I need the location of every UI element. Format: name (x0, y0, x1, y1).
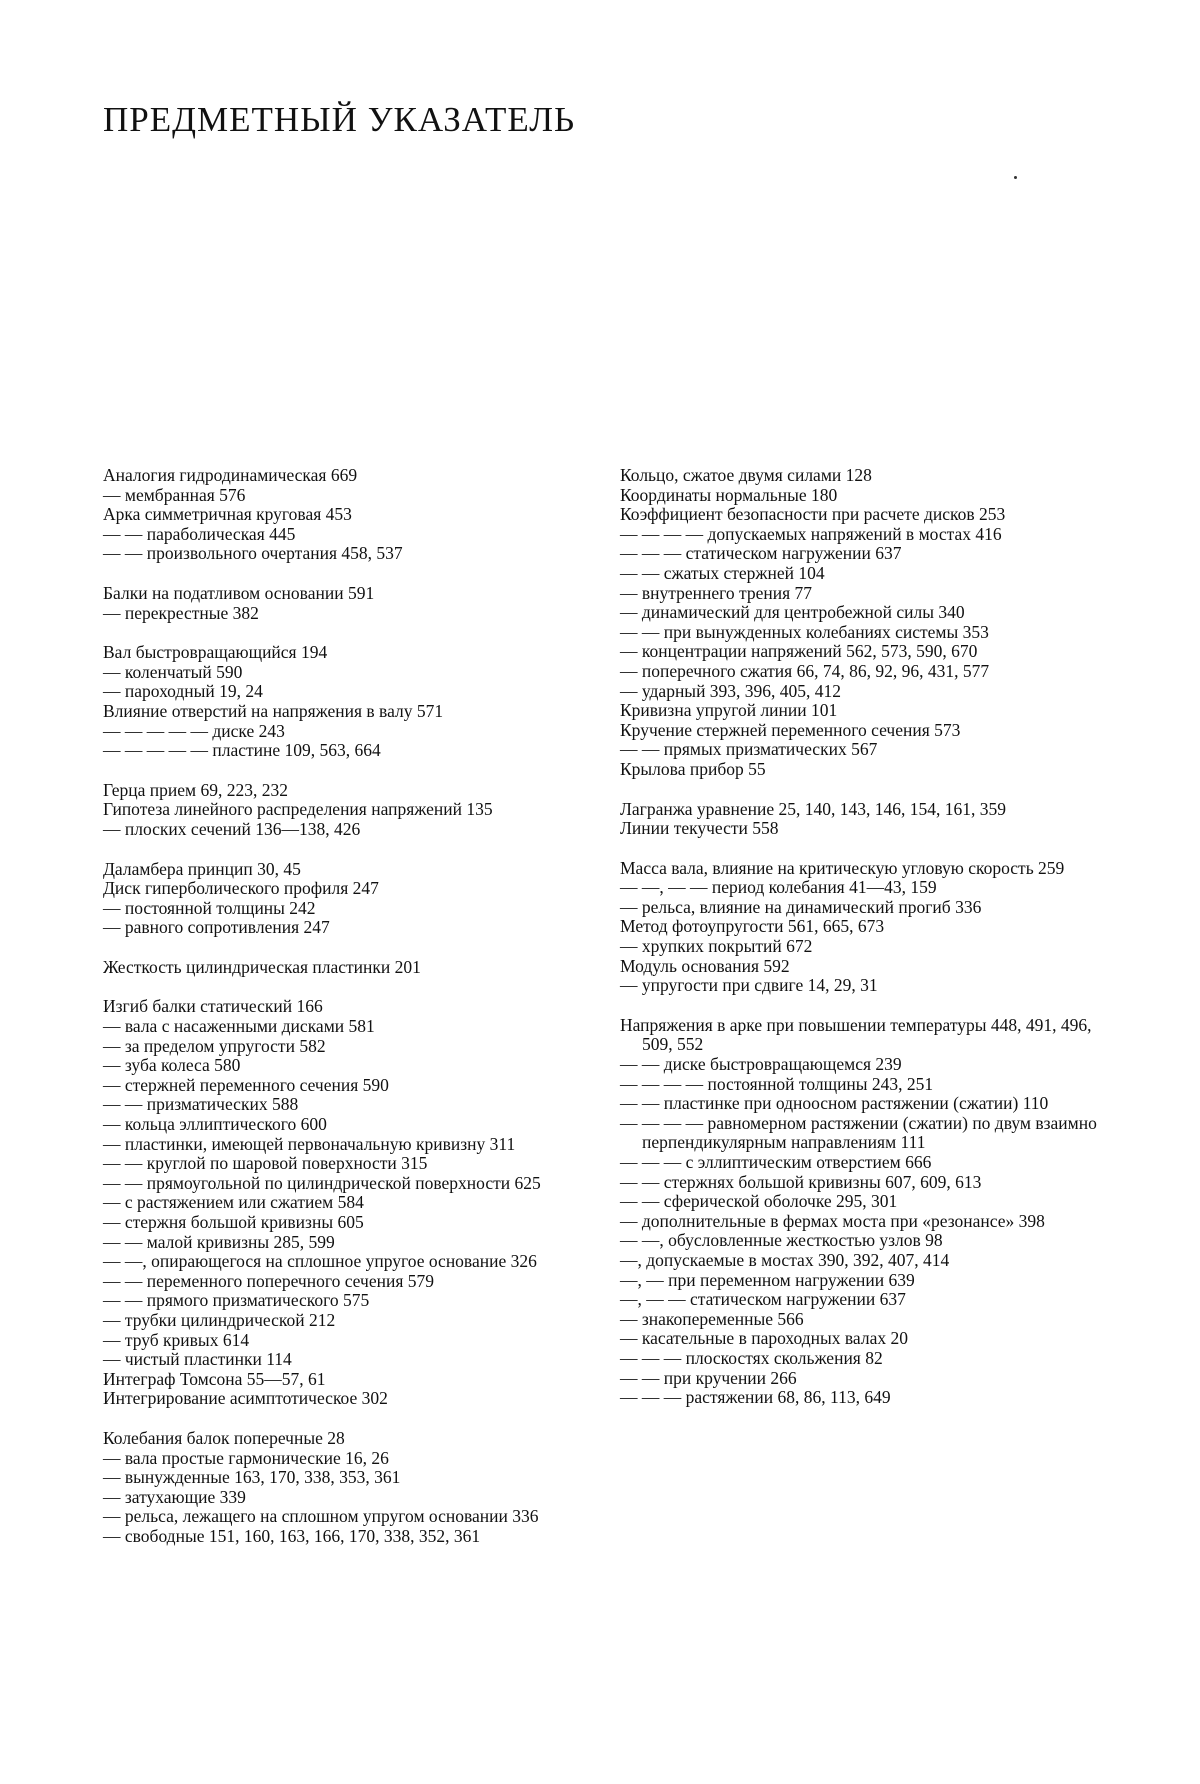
index-entry: — коленчатый 590 (103, 661, 243, 682)
index-entry: — динамический для центробежной силы 340 (620, 602, 965, 623)
index-entry: — вала простые гармонические 16, 26 (103, 1447, 389, 1468)
index-entry: — чистый пластинки 114 (103, 1349, 292, 1370)
index-entry: Масса вала, влияние на критическую угловую скорость 259 (620, 857, 1065, 878)
index-entry: — вынужденные 163, 170, 338, 353, 361 (103, 1467, 401, 1488)
index-group (620, 466, 1102, 780)
index-entry: — вала с насаженными дисками 581 (103, 1016, 375, 1037)
index-entry: — плоских сечений 136—138, 426 (103, 818, 361, 839)
index-entry: — за пределом упругости 582 (103, 1035, 326, 1056)
index-entry: — — призматических 588 (103, 1094, 299, 1115)
index-entry: — — — — допускаемых напряжений в мостах 416 (620, 523, 1002, 544)
index-entry: — —, опирающегося на сплошное упругое основание 326 (103, 1251, 537, 1272)
index-entry: — — при вынужденных колебаниях системы 353 (620, 621, 989, 642)
index-entry: —, — при переменном нагружении 639 (620, 1269, 915, 1290)
index-entry: — — — — — диске 243 (103, 720, 285, 741)
index-entry: —, — — статическом нагружении 637 (620, 1289, 906, 1310)
index-entry: — ударный 393, 396, 405, 412 (620, 680, 842, 701)
index-entry: Интегрирование асимптотическое 302 (103, 1388, 388, 1409)
index-group (103, 1429, 583, 1547)
index-entry: — — сферической оболочке 295, 301 (620, 1191, 898, 1212)
index-entry: Лагранжа уравнение 25, 140, 143, 146, 154, 161, 359 (620, 798, 1006, 819)
index-entry: — — — статическом нагружении 637 (620, 543, 902, 564)
index-entry: — поперечного сжатия 66, 74, 86, 92, 96, 431, 577 (620, 660, 990, 681)
index-entry: Арка симметричная круговая 453 (103, 504, 352, 525)
index-group (103, 781, 583, 840)
index-entry: — — стержнях большой кривизны 607, 609, 613 (620, 1171, 982, 1192)
index-entry: — стержней переменного сечения 590 (103, 1074, 389, 1095)
index-entry: Вал быстровращающийся 194 (103, 642, 328, 663)
index-entry: — внутреннего трения 77 (620, 582, 813, 603)
index-entry: — пластинки, имеющей первоначальную кривизну 311 (103, 1133, 516, 1154)
index-entry: — стержня большой кривизны 605 (103, 1212, 364, 1232)
index-entry: — — прямых призматических 567 (620, 739, 878, 760)
index-entry: — — параболическая 445 (103, 523, 296, 544)
index-entry: Коэффициент безопасности при расчете дисков 253 (620, 504, 1006, 525)
index-entry: — дополнительные в фермах моста при «резонансе» 398 (620, 1210, 1045, 1231)
index-entry: — — — с эллиптическим отверстием 666 (620, 1152, 932, 1172)
index-column-right (620, 466, 1102, 1428)
index-group (620, 1016, 1102, 1408)
index-group (103, 997, 583, 1408)
index-entry: Влияние отверстий на напряжения в валу 571 (103, 700, 444, 721)
index-entry: Колебания балок поперечные 28 (103, 1427, 345, 1448)
index-group (103, 860, 583, 938)
index-entry: — —, — — период колебания 41—43, 159 (620, 877, 937, 898)
index-entry: Метод фотоупругости 561, 665, 673 (620, 916, 885, 937)
index-entry: — — пластинке при одноосном растяжении (сжатии) 110 (620, 1093, 1049, 1114)
page-title: ПРЕДМЕТНЫЙ УКАЗАТЕЛЬ (103, 100, 576, 139)
index-entry: Модуль основания 592 (620, 955, 790, 976)
index-entry: — трубки цилиндрической 212 (103, 1309, 336, 1330)
index-entry: — затухающие 339 (103, 1486, 246, 1507)
print-speck (1014, 176, 1017, 179)
index-entry: — хрупких покрытий 672 (620, 936, 813, 957)
index-entry: — с растяжением или сжатием 584 (103, 1192, 364, 1213)
index-entry: Кручение стержней переменного сечения 573 (620, 719, 961, 740)
index-entry: — — переменного поперечного сечения 579 (103, 1270, 434, 1291)
index-entry: — — — растяжении 68, 86, 113, 649 (620, 1387, 891, 1408)
index-entry: — концентрации напряжений 562, 573, 590, 670 (620, 641, 978, 662)
index-entry: — мембранная 576 (103, 484, 246, 505)
index-column-left (103, 466, 583, 1567)
index-entry: — перекрестные 382 (103, 602, 259, 623)
index-entry: — — — — постоянной толщины 243, 251 (620, 1073, 934, 1094)
index-entry: — — сжатых стержней 104 (620, 562, 825, 583)
index-entry: Аналогия гидродинамическая 669 (103, 465, 358, 485)
index-group (103, 584, 583, 623)
index-entry: — знакопеременные 566 (620, 1308, 804, 1329)
index-entry: — — диске быстровращающемся 239 (620, 1054, 902, 1075)
index-entry: Интеграф Томсона 55—57, 61 (103, 1368, 326, 1389)
index-entry: — труб кривых 614 (103, 1329, 250, 1350)
index-entry: — касательные в пароходных валах 20 (620, 1328, 908, 1349)
index-entry: —, допускаемые в мостах 390, 392, 407, 414 (620, 1249, 950, 1270)
index-entry: — зуба колеса 580 (103, 1055, 241, 1076)
index-entry: — — произвольного очертания 458, 537 (103, 543, 403, 564)
index-entry: Гипотеза линейного распределения напряжений 135 (103, 799, 493, 820)
index-group (103, 466, 583, 564)
index-entry: — кольца эллиптического 600 (103, 1114, 327, 1135)
index-entry: — пароходный 19, 24 (103, 681, 263, 702)
index-group (620, 859, 1102, 996)
index-entry: — — — — равномерном растяжении (сжатии) по двум взаимно перпендикулярным направлениям 111 (620, 1112, 1097, 1153)
index-entry: — постоянной толщины 242 (103, 897, 316, 918)
index-entry: — — прямоугольной по цилиндрической поверхности 625 (103, 1172, 541, 1193)
index-entry: — — круглой по шаровой поверхности 315 (103, 1153, 428, 1174)
index-entry: — — малой кривизны 285, 599 (103, 1231, 335, 1252)
index-entry: — — — — — пластине 109, 563, 664 (103, 740, 381, 761)
index-entry: — равного сопротивления 247 (103, 917, 330, 938)
index-entry: — упругости при сдвиге 14, 29, 31 (620, 975, 878, 996)
index-entry: — — прямого призматического 575 (103, 1290, 370, 1311)
index-entry: Герца прием 69, 223, 232 (103, 779, 289, 800)
index-entry: — рельса, лежащего на сплошном упругом основании 336 (103, 1506, 539, 1527)
index-entry: — —, обусловленные жесткостью узлов 98 (620, 1230, 943, 1251)
index-entry: — — — плоскостях скольжения 82 (620, 1347, 883, 1368)
index-entry: Линии текучести 558 (620, 818, 779, 839)
index-group (620, 800, 1102, 839)
index-entry: Жесткость цилиндрическая пластинки 201 (103, 956, 421, 977)
index-entry: Напряжения в арке при повышении температуры 448, 491, 496, 509, 552 (620, 1014, 1092, 1055)
index-group (103, 958, 583, 978)
index-entry: Даламбера принцип 30, 45 (103, 858, 301, 879)
index-entry: Кривизна упругой линии 101 (620, 700, 838, 721)
index-entry: — свободные 151, 160, 163, 166, 170, 338, 352, 361 (103, 1525, 481, 1546)
index-entry: Крылова прибор 55 (620, 758, 766, 779)
index-entry: Кольцо, сжатое двумя силами 128 (620, 465, 872, 485)
index-entry: Изгиб балки статический 166 (103, 996, 323, 1017)
index-entry: Координаты нормальные 180 (620, 484, 838, 505)
index-group (103, 643, 583, 761)
index-entry: Диск гиперболического профиля 247 (103, 878, 379, 899)
index-entry: — — при кручении 266 (620, 1367, 797, 1388)
index-entry: — рельса, влияние на динамический прогиб 336 (620, 896, 982, 917)
index-entry: Балки на податливом основании 591 (103, 582, 375, 603)
